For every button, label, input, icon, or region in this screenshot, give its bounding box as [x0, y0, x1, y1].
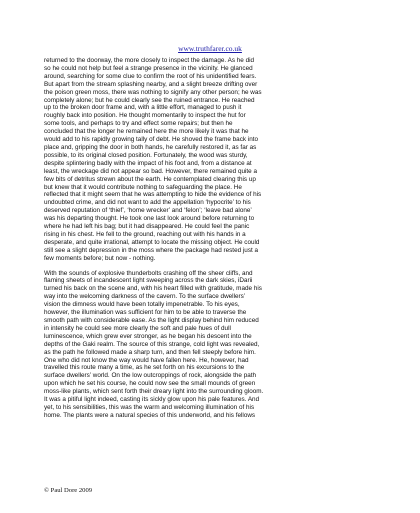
- text-line: But apart from the stream splashing nearby, and a slight breeze drifting over: [44, 80, 258, 88]
- text-line: With the sounds of explosive thunderbolts crashing off the sheer cliffs, and: [44, 269, 253, 277]
- text-line: surface dwellers’ world. On the low outcroppings of rock, alongside the path: [44, 372, 257, 380]
- text-line: place and, gripping the door in both hands, he carefully restored it, as far as: [44, 143, 257, 151]
- header-url-link[interactable]: www.truthfarer.co.uk: [178, 44, 242, 53]
- text-line: reflected that it might seem that he was attempting to hide the evidence of his: [44, 191, 262, 199]
- text-line: was his departing thought. He took one last look around before returning to: [44, 215, 255, 223]
- text-line: still see a slight depression in the moss where the package had rested just a: [44, 246, 259, 254]
- text-line: flaming sheets of incandescent light sweeping across the dark skies, iDarii: [44, 277, 253, 285]
- text-line: so he could not help but feel a strange presence in the vicinity. He glanced: [44, 64, 253, 72]
- text-line: up to the broken door frame and, with a little effort, managed to push it: [44, 104, 242, 112]
- text-line: as the path he followed made a sharp turn, and then fell steeply before him.: [44, 348, 256, 356]
- text-line: rising in his chest. He fell to the ground, reaching out with his hands in a: [44, 230, 246, 238]
- text-line: in intensity he could see more clearly the soft and pale hues of dull: [44, 324, 231, 332]
- text-line: luminescence, which grew ever stronger, as he began his descent into the: [44, 332, 252, 340]
- text-line: yet, to his sensibilities, this was the warm and welcoming illumination of his: [44, 403, 255, 411]
- copyright-footer: © Paul Dore 2009: [44, 487, 93, 494]
- body-text: [44, 57, 376, 420]
- text-line: but knew that it would contribute nothing to safeguarding the place. He: [44, 183, 242, 191]
- text-line: depths of the Gaki realm. The source of this strange, cold light was revealed,: [44, 340, 260, 348]
- text-line: moss-like plants, which sent forth their dreary light into the surrounding gloom.: [44, 388, 264, 396]
- text-line: completely alone; but he could clearly see the ruined entrance. He reached: [44, 96, 255, 104]
- paragraph: [44, 57, 376, 263]
- text-line: returned to the doorway, the more closely to inspect the damage. As he did: [44, 57, 255, 64]
- text-line: few moments before; but now - nothing.: [44, 254, 156, 262]
- text-line: around, searching for some clue to confirm the root of his unidentified fears.: [44, 72, 257, 80]
- text-line: concluded that the longer he remained here the more likely it was that he: [44, 128, 249, 136]
- text-line: possible, to its original closed position. Fortunately, the wood was sturdy,: [44, 151, 248, 159]
- text-line: would add to his rapidly growing tally of debt. He shoved the frame back into: [44, 136, 259, 144]
- text-line: upon which he set his course, he could now see the small mounds of green: [44, 380, 256, 388]
- text-line: despite splintering badly with the impact of his foot and, from a distance at: [44, 159, 252, 167]
- text-line: the poison green moss, there was nothing to signify any other person; he was: [44, 88, 262, 96]
- text-line: vision the dimness would have been totally impenetrable. To his eyes,: [44, 301, 240, 309]
- text-line: One who did not know the way would have fallen here. He, however, had: [44, 356, 249, 364]
- text-line: few bits of detritus strewn about the earth. He contemplated clearing this up: [44, 175, 256, 183]
- text-line: It was a pitiful light indeed, casting its sickly glow upon his pale features. And: [44, 396, 260, 404]
- text-line: deserved reputation of ‘thief’, ‘home wrecker’ and ‘felon’; ‘leave bad alone’: [44, 207, 252, 215]
- text-line: some tools, and perhaps to try and effect some repairs; but then he: [44, 120, 233, 128]
- text-line: undoubted crime, and did not want to add the appellation ‘hypocrite’ to his: [44, 199, 251, 207]
- text-line: roughly back into position. He thought momentarily to inspect the hut for: [44, 112, 246, 120]
- text-line: turned his back on the scene and, with his heart filled with gratitude, made his: [44, 285, 262, 293]
- text-line: where he had left his bag; but it had disappeared. He could feel the panic: [44, 223, 250, 231]
- text-line: home. The plants were a natural species of this underworld, and his fellows: [44, 411, 256, 419]
- text-line: smooth path with considerable ease. As the light display behind him reduced: [44, 317, 259, 324]
- paragraph: [44, 270, 376, 420]
- text-line: however, the illumination was sufficient for him to be able to traverse the: [44, 309, 247, 317]
- text-line: way into the welcoming darkness of the cavern. To the surface dwellers’: [44, 293, 246, 301]
- text-line: least, the wreckage did not appear so bad. However, there remained quite a: [44, 167, 257, 175]
- text-line: desperate, and quite irrational, attempt to locate the missing object. He could: [44, 238, 260, 246]
- text-line: travelled this route many a time, as he set forth on his excursions to the: [44, 364, 245, 372]
